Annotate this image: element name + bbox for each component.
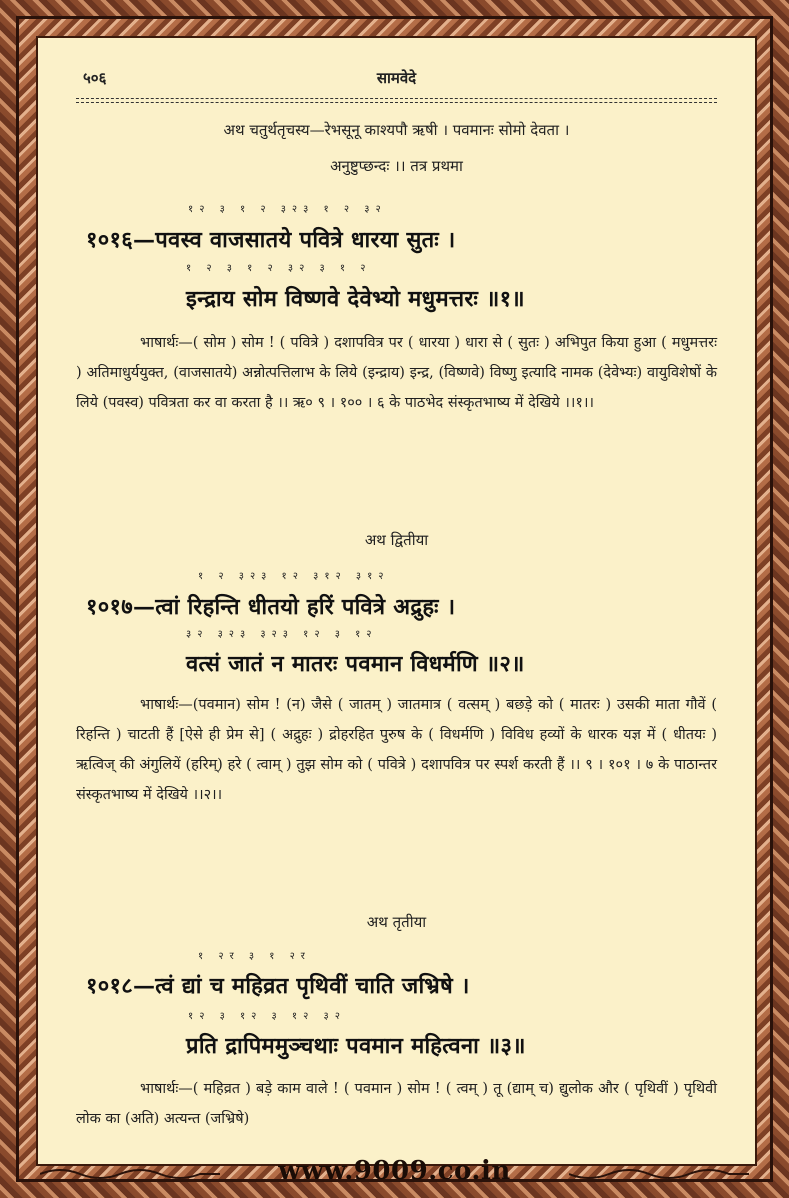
metre-line: अनुष्टुप्छन्दः ।। तत्र प्रथमा [330, 157, 463, 175]
bhasha-paragraph: भाषार्थः—( महिव्रत ) बड़े काम वाले ! ( पवमान ) सोम ! ( त्वम् ) तू (द्याम् च) द्युलोक और ( पृथिवीं ) पृथिवी लोक का (अति) अत्यन्त (जभ्रिषे) [76, 1081, 717, 1127]
section-heading: अथ द्वितीया [364, 531, 429, 549]
accent-marks: १२ ३ १२ ३ १२ ३२ [188, 1011, 346, 1022]
book-page [36, 36, 757, 1166]
section-heading: अथ तृतीया [366, 913, 427, 931]
mantra-line: १०१८—त्वं द्यां च महिव्रत पृथिवीं चाति जभ्रिषे । [86, 973, 470, 999]
accent-marks: १ २र ३ १ २र [198, 951, 311, 962]
accent-marks: १ २ ३ १ २ ३२ ३ १ २ [186, 263, 372, 274]
mantra-line: वत्सं जातं न मातरः पवमान विधर्मणि ॥२॥ [186, 651, 525, 677]
mantra-line: इन्द्राय सोम विष्णवे देवेभ्यो मधुमत्तरः ॥१॥ [186, 286, 525, 312]
page-number: ५०६ [83, 69, 107, 87]
accent-marks: १२ ३ १ २ ३२३ १ २ ३२ [188, 204, 387, 215]
intro-line: अथ चतुर्थतृचस्य—रेभसूनू काश्यपौ ऋषी । पवमानः सोमो देवता । [223, 121, 570, 139]
page-header [83, 68, 710, 90]
header-rule [76, 98, 717, 99]
mantra-line: १०१७—त्वां रिहन्ति धीतयो हरिं पवित्रे अद्रुहः । [86, 594, 456, 620]
bhasha-paragraph: भाषार्थः—(पवमान) सोम ! (न) जैसे ( जातम् ) जातमात्र ( वत्सम् ) बछड़े को ( मातरः ) उसकी माता गौवें ( रिहन्ति ) चाटती हैं [ऐसे ही प्रेम से] ( अद्रुहः ) द्रोहरहित पुरुष के ( विधर्मणि ) विविध हव्यों के धारक यज्ञ में ( धीतयः ) ऋत्विज् की अंगुलियें (हरिम्) हरे ( त्वाम् ) तुझ सोम को ( पवित्रे ) दशापवित्र पर स्पर्श करती हैं ।। ९ । १०१ । ७ के पाठान्तर संस्कृतभाष्य में देखिये ।।२।। [76, 697, 717, 803]
page-title: सामवेदे [376, 69, 417, 87]
bhasha-paragraph: भाषार्थः—( सोम ) सोम ! ( पवित्रे ) दशापवित्र पर ( धारया ) धारा से ( सुतः ) अभिपुत किया हुआ ( मधुमत्तरः ) अतिमाधुर्ययुक्त, (वाजसातये) अन्नोत्पत्तिलाभ के लिये (इन्द्राय) इन्द्र, (विष्णवे) विष्णु इत्यादि नामक (देवेभ्यः) वायुविशेषों के लिये (पवस्व) पवित्रता कर वा करता है ।। ऋ० ९ । १०० । ६ के पाठभेद संस्कृतभाष्य में देखिये ।।१।। [76, 335, 717, 411]
mantra-line: १०१६—पवस्व वाजसातये पवित्रे धारया सुतः । [86, 227, 456, 253]
mantra-line: प्रति द्रापिममुञ्चथाः पवमान महित्वना ॥३॥ [186, 1033, 526, 1059]
accent-marks: १ २ ३२३ १२ ३१२ ३१२ [198, 571, 390, 582]
header-rule-2 [76, 102, 717, 103]
site-url[interactable]: www.9009.co.in [278, 1156, 511, 1186]
accent-marks: ३२ ३२३ ३२३ १२ ३ १२ [186, 629, 378, 640]
